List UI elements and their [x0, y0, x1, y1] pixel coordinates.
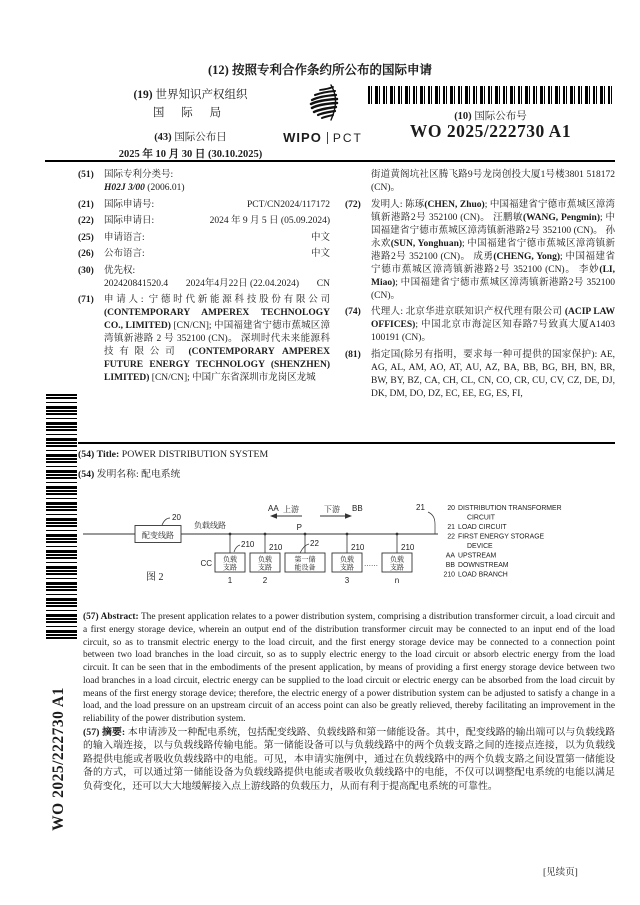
filing-date-label: 国际申请日: [104, 216, 155, 226]
title-rule [78, 442, 615, 444]
abstract-english: (57) Abstract: The present application relates to a power distribution system, comprising a distribution transformer circuit, a load circuit and a first energy storage device, wherein an output end of the distribution transformer circuit may be connected to an input end of the load circuit, so as to transmit electric energy to the load circuit, and the first energy storage device may be connected to a connection point between two load branches in the load circuit, so as to supply electric energy to the load circuit or absorb electric energy from the load circuit. It can be seen that in the embodiments of the present application, by means of providing a first energy storage device between two load branches in a load circuit, electric energy can be supplied to the load circuit or electric energy can be absorbed from the load circuit by means of the first energy storage device; therefore, the electric energy of a power distribution system can be adjusted to satisfy a change in a load, and the load pressure on an upstream circuit of an access point can also be greatly relieved, thereby facilitating an improvement in the reliability of the power distribution system. [83, 612, 615, 724]
wipo-globe-icon [303, 84, 343, 122]
pubdate-label-line [88, 129, 293, 144]
ipc-value: H02J 3/00 (2006.01) [104, 183, 185, 193]
bb-label: BB [352, 504, 363, 513]
svg-text:21: 21 [447, 524, 455, 531]
field-19-num: (19) [133, 89, 153, 101]
org-name: 世界知识产权组织 [155, 89, 248, 101]
continued-note: [见续页] [543, 868, 578, 878]
field-51-num: (51) [78, 170, 94, 180]
transformer-box-label: 配变线路 [142, 531, 174, 540]
field-application-number [78, 199, 330, 212]
junction-dot-2 [264, 533, 267, 536]
app-number-value: PCT/CN2024/117172 [246, 199, 330, 210]
svg-text:负载: 负载 [340, 555, 354, 564]
field-agent [345, 306, 615, 345]
branch-ellipsis: …… [364, 560, 378, 568]
circuit-diagram [58, 496, 615, 614]
field-26-num: (26) [78, 249, 94, 259]
ref20-label: 20 [172, 513, 181, 522]
logo-divider [327, 132, 328, 144]
field-inventors [345, 199, 615, 303]
pub-lang-label: 公布语言: [104, 249, 145, 259]
field-applicants [78, 294, 330, 385]
wipo-pct-wordmark [283, 130, 363, 145]
priority-label: 优先权: [104, 265, 136, 276]
abstract-chinese: (57) 摘要: 本申请涉及一种配电系统，包括配变线路、负载线路和第一储能设备。其中，配变线路的输出端可以与负载线路的输入端连接，以与负载线路传输电能。第一储能设备可以与负载线路中的两个负载支路之间的连接点连接，以为负载线路提供电能或者吸收负载线路中的电能。可见，本申请实施例中，通过在负载线路中的两个负载支路之间设置第一储能设备的方式，可以通过第一储能设备为负载线路提供电能或者吸收负载线路中的电能，不仅可以调整配电系统的电能以满足负荷变化，还可以大大地缓解接入点上游线路的负载压力，从而有利于提高配电系统的可靠性。 [83, 727, 616, 792]
filing-lang-label: 申请语言: [104, 232, 145, 243]
field-30-num: (30) [78, 265, 94, 276]
designated-states-codes: AE, AG, AL, AM, AO, AT, AU, AZ, BA, BB, BG, BH, BN, BR, BW, BY, BZ, CA, CH, CL, CN, CO, CR, CU, CV, CZ, DE, DJ, DK, DM, DO, DZ, EC, EE, EG, ES, FI, [371, 349, 615, 399]
field-10-num: (10) [454, 111, 472, 122]
load-circuit-label: 负载线路 [194, 521, 226, 530]
field-publication-language [78, 248, 330, 261]
ref210-leader [234, 545, 240, 552]
ref20-leader [162, 518, 170, 525]
field-25-num: (25) [78, 232, 94, 243]
svg-text:FIRST ENERGY STORAGE: FIRST ENERGY STORAGE [458, 533, 545, 541]
field-43-num: (43) [154, 132, 172, 143]
ref210-label-2: 210 [269, 543, 283, 552]
title-english-value: POWER DISTRIBUTION SYSTEM [121, 449, 269, 460]
publication-number: WO 2025/222730 A1 [409, 121, 572, 141]
field-ipc [78, 169, 330, 195]
title-chinese-value: 配电系统 [141, 469, 181, 480]
bibliographic-section [78, 169, 615, 404]
figure-caption: 图 2 [146, 572, 164, 583]
junction-dot-3 [346, 533, 349, 536]
sidebar-publication-number: WO 2025/222730 A1 [50, 687, 67, 831]
field-71-num: (71) [78, 295, 94, 305]
svg-text:2: 2 [262, 576, 268, 585]
ref210-label-3: 210 [351, 543, 365, 552]
field-74-num: (74) [345, 307, 361, 317]
abstract-english-text: The present application relates to a power distribution system, comprising a distribution transformer circuit, a load circuit and a first energy storage device, wherein an output end of the distribution transformer circuit may be connected to an input end of the load circuit, so as to transmit electric energy to the load circuit, and the first energy storage device may be connected to a connection point between two load branches in the load circuit, so as to supply electric energy to the load circuit or absorb electric energy from the load circuit. It can be seen that in the embodiments of the present application, by means of providing a first energy storage device between two load branches in a load circuit, electric energy can be supplied to the load circuit or electric energy can be absorbed from the load circuit by means of the first energy storage device; therefore, the electric energy of a power distribution system can be adjusted to satisfy a change in a load, and the load pressure on an upstream circuit of an access point can also be greatly relieved, thereby facilitating an improvement in the reliability of the power distribution system. [83, 612, 615, 724]
svg-text:负载: 负载 [390, 555, 404, 564]
downstream-arrowhead [345, 513, 352, 519]
svg-text:1: 1 [227, 576, 233, 585]
ref21-label: 21 [416, 503, 425, 512]
ipc-label: 国际专利分类号: [104, 170, 174, 180]
storage-box-label: 第一储 [294, 555, 316, 564]
svg-text:LOAD BRANCH: LOAD BRANCH [458, 571, 508, 579]
svg-text:支路: 支路 [258, 563, 272, 572]
app-number-label: 国际申请号: [104, 199, 155, 210]
svg-text:20: 20 [447, 505, 455, 512]
priority-value [104, 278, 330, 291]
title-chinese: (54) 发明名称: 配电系统 [78, 469, 181, 480]
field-81-num: (81) [345, 349, 361, 360]
junction-dot-1 [229, 533, 232, 536]
field-filing-language [78, 232, 330, 245]
pubdate-label: 国际公布日 [174, 132, 227, 143]
svg-text:能设备: 能设备 [294, 563, 316, 572]
upstream-arrowhead [270, 513, 277, 519]
ref22-leader [300, 544, 309, 553]
svg-text:BB: BB [445, 562, 455, 569]
title-english: (54) Title: POWER DISTRIBUTION SYSTEM [78, 449, 269, 460]
field-filing-date [78, 215, 330, 228]
filing-lang-value: 中文 [310, 232, 330, 243]
ref210-label-1: 210 [241, 540, 255, 549]
svg-text:CIRCUIT: CIRCUIT [467, 514, 495, 522]
cc-label: CC [200, 559, 212, 568]
ref21-leader [428, 512, 435, 534]
junction-dot-p [304, 533, 307, 536]
figure-2-diagram [58, 496, 615, 614]
applicant-address-continuation: 街道黄阁坑社区腾飞路9号龙岗创投大厦1号楼3801 518172 (CN)。 [371, 170, 615, 193]
header-rule [45, 160, 615, 162]
abstract-chinese-text: 本申请涉及一种配电系统，包括配变线路、负载线路和第一储能设备。其中，配变线路的输出端可以与负载线路的输入端连接，以与负载线路传输电能。第一储能设备可以与负载线路中的两个负载支路之间的连接点连接，以为负载线路提供电能或者吸收负载线路中的电能。可见，本申请实施例中，通过在负载线路中的两个负载支路之间设置第一储能设备的方式，可以通过第一储能设备为负载线路提供电能或者吸收负载线路中的电能，不仅可以调整配电系统的电能以满足负荷变化，还可以大大地缓解接入点上游线路的负载压力，从而有利于提高配电系统的可靠性。 [83, 727, 616, 792]
svg-text:3: 3 [344, 576, 350, 585]
svg-text:支路: 支路 [340, 563, 354, 572]
inventors-text: 发明人: 陈琢(CHEN, Zhuo); 中国福建省宁德市蕉城区漳湾镇新港路2号 352100 (CN)。 汪鹏敏(WANG, Pengmin); 中国福建省宁德市蕉城区漳湾镇新港路2号 352100 (CN)。 孙永欢(SUN, Yonghuan); 中国福建省宁德市蕉城区漳湾镇新港路2号 352100 (CN)。 成勇(CHENG, Yong); 中国福建省宁德市蕉城区漳湾镇新港路2号 352100 (CN)。 李妙(LI, Miao); 中国福建省宁德市蕉城区漳湾镇新港路2号 352100 (CN)。 [371, 199, 616, 301]
designated-states-text: 指定国(除另有指明，要求每一种可提供的国家保护): AE, AG, AL, AM, AO, AT, AU, AZ, BA, BB, BG, BH, BN, BR, BW, BY, BZ, CA, CH, CL, CN, CO, CR, CU, CV, CZ, DE, DJ, DK, DM, DO, DZ, EC, EE, EG, ES, FI, [371, 349, 615, 399]
figure-legend [444, 505, 562, 579]
org-bureau: 国 际 局 [152, 107, 229, 119]
biblio-right-column [345, 169, 615, 404]
biblio-left-column [78, 169, 330, 404]
svg-text:支路: 支路 [223, 563, 237, 572]
svg-text:LOAD CIRCUIT: LOAD CIRCUIT [458, 524, 507, 531]
org-name-line [88, 86, 293, 102]
ref22-label: 22 [310, 539, 319, 548]
svg-text:AA: AA [445, 552, 455, 560]
publication-date: 2025 年 10 月 30 日 (30.10.2025) [118, 149, 263, 160]
svg-text:DISTRIBUTION TRANSFORMER: DISTRIBUTION TRANSFORMER [458, 505, 562, 512]
downstream-label: 下游 [324, 505, 340, 514]
svg-text:210: 210 [443, 571, 455, 579]
field-21-num: (21) [78, 199, 94, 210]
priority-date: 2024年4月22日 (22.04.2024) [185, 278, 300, 289]
upstream-label: 上游 [283, 505, 299, 514]
wipo-header-block [88, 86, 293, 161]
wipo-text: WIPO [283, 130, 322, 145]
pct-publication-line: (12) 按照专利合作条约所公布的国际申请 [208, 63, 432, 77]
svg-text:22: 22 [447, 533, 455, 541]
pubnum-label: 国际公布号 [474, 111, 527, 122]
barcode-top [368, 86, 613, 104]
field-72-num: (72) [345, 199, 361, 210]
field-22-num: (22) [78, 216, 94, 226]
svg-text:支路: 支路 [390, 563, 404, 572]
priority-country: CN [316, 278, 330, 289]
priority-number: 202420841520.4 [104, 278, 169, 289]
pct-text: PCT [332, 130, 363, 145]
pub-lang-value: 中文 [310, 249, 330, 259]
field-priority [78, 265, 330, 291]
agent-text: 代理人: 北京华进京联知识产权代理有限公司 (ACIP LAW OFFICES); 中国北京市海淀区知春路7号致真大厦A1403 100191 (CN)。 [371, 307, 615, 343]
wipo-logo-block [283, 84, 363, 145]
junction-dot-n [396, 533, 399, 536]
point-p-label: P [296, 523, 302, 532]
svg-text:DEVICE: DEVICE [467, 543, 493, 550]
svg-text:n: n [394, 576, 400, 585]
applicants-text: 申请人: 宁德时代新能源科技股份有限公司 (CONTEMPORARY AMPEREX TECHNOLOGY CO., LIMITED) [CN/CN]; 中国福建省宁德市蕉城区漳湾镇新港路 2 号 352100 (CN)。 深圳时代未来能源科技有限公司 (CONTEMPORARY AMPEREX FUTURE ENERGY TECHNOLOGY (SHENZHEN) LIMITED) [CN/CN]; 中国广东省深圳市龙岗区龙城 [104, 295, 330, 383]
aa-label: AA [268, 504, 279, 513]
ref210-label-n: 210 [401, 543, 415, 552]
svg-text:UPSTREAM: UPSTREAM [458, 552, 497, 560]
svg-text:负载: 负载 [258, 555, 272, 564]
svg-text:负载: 负载 [223, 555, 237, 564]
svg-text:DOWNSTREAM: DOWNSTREAM [458, 562, 509, 569]
filing-date-value: 2024 年 9 月 5 日 (05.09.2024) [209, 216, 330, 226]
field-designated-states [345, 349, 615, 401]
